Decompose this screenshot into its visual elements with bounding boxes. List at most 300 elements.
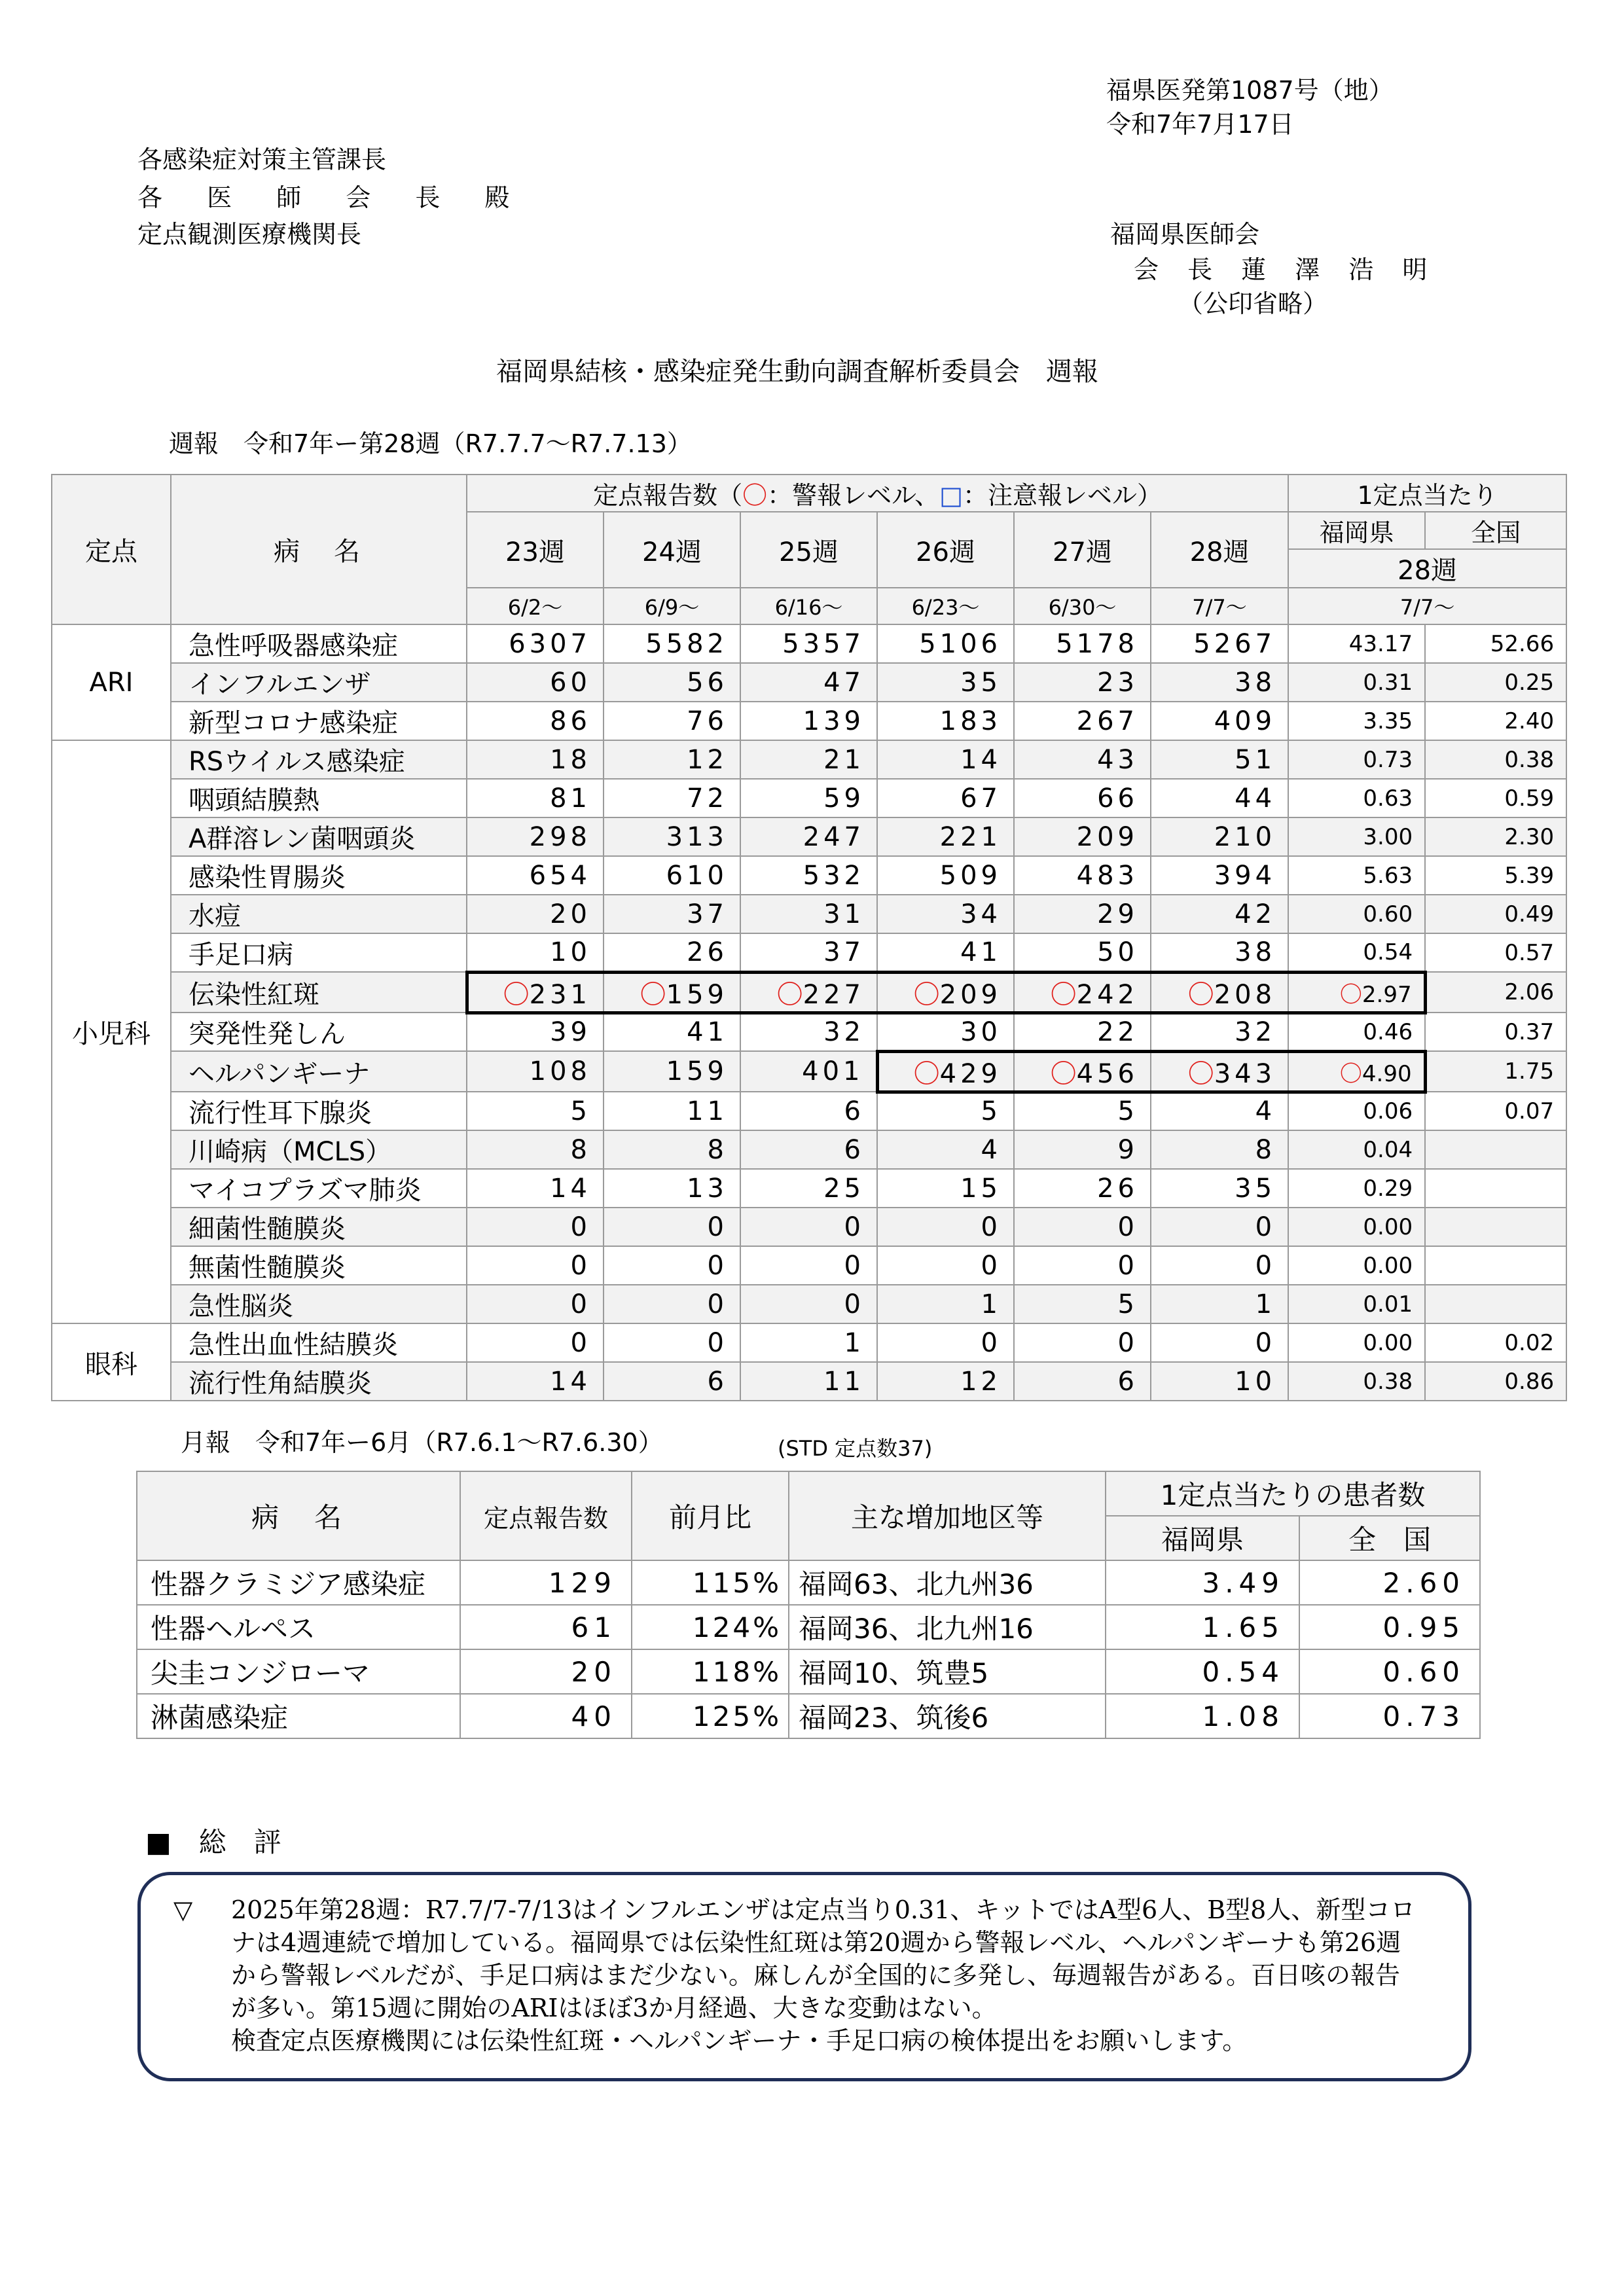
- report-value: 532: [803, 860, 865, 891]
- recipient-line-2: 各 医 師 会 長 殿: [137, 183, 528, 212]
- report-value: 29: [1097, 899, 1138, 929]
- weekly-table: [51, 474, 1567, 1401]
- disease-name: 細菌性髄膜炎: [171, 1208, 467, 1246]
- report-value: 8: [707, 1134, 728, 1165]
- disease-name: 急性出血性結膜炎: [171, 1323, 467, 1362]
- per-site-pref: [1288, 1285, 1425, 1323]
- m-nation: 0.60: [1299, 1649, 1480, 1694]
- report-value: 343: [1214, 1058, 1276, 1089]
- report-value: 108: [529, 1056, 591, 1086]
- m-reports: 40: [460, 1694, 632, 1738]
- m-ratio: 125%: [632, 1694, 789, 1738]
- per-site-pref: [1288, 972, 1425, 1013]
- report-count: [1151, 1208, 1288, 1246]
- per-site-nation: [1425, 1208, 1566, 1246]
- report-value: 5: [1117, 1289, 1138, 1319]
- report-count: [1014, 1285, 1151, 1323]
- report-count: [467, 1130, 604, 1169]
- disease-name: 手足口病: [171, 933, 467, 972]
- report-count: [467, 1169, 604, 1208]
- report-count: [467, 1092, 604, 1130]
- pref-value: 0.73: [1363, 746, 1413, 773]
- group-label: 小児科: [52, 740, 171, 1323]
- report-value: 1: [1255, 1289, 1276, 1319]
- disease-name: RSウイルス感染症: [171, 740, 467, 779]
- report-value: 298: [529, 821, 591, 852]
- report-value: 1: [844, 1327, 865, 1358]
- report-value: 210: [1214, 821, 1276, 852]
- report-value: 0: [570, 1250, 591, 1281]
- doc-date: 令和7年7月17日: [1106, 110, 1294, 139]
- pref-value: 0.54: [1363, 939, 1413, 965]
- report-count: [740, 933, 877, 972]
- m-disease: 尖圭コンジローマ: [137, 1649, 460, 1694]
- report-value: 10: [550, 937, 591, 967]
- m-areas: 福岡10、筑豊5: [789, 1649, 1106, 1694]
- triangle-icon: ▽: [173, 1895, 193, 1924]
- disease-row: [52, 1169, 1566, 1208]
- report-value: 26: [1097, 1173, 1138, 1204]
- report-count: [604, 663, 740, 702]
- alert-circle-icon: 〇: [1339, 981, 1362, 1008]
- report-count: [467, 1013, 604, 1051]
- report-count: [740, 817, 877, 856]
- alert-circle-icon: 〇: [913, 979, 940, 1010]
- disease-row: [52, 1092, 1566, 1130]
- m-disease: 性器ヘルペス: [137, 1605, 460, 1649]
- report-count: [1151, 972, 1288, 1013]
- report-count: [1014, 1208, 1151, 1246]
- report-count: [1014, 1013, 1151, 1051]
- report-value: 6307: [509, 628, 591, 659]
- recipient-line-1: 各感染症対策主管課長: [137, 145, 387, 174]
- per-site-pref: [1288, 895, 1425, 933]
- pref-value: 2.97: [1362, 981, 1412, 1008]
- report-value: 11: [687, 1096, 728, 1126]
- report-value: 14: [550, 1366, 591, 1397]
- per-site-nation: 0.02: [1425, 1323, 1566, 1362]
- report-count: [1151, 1323, 1288, 1362]
- report-count: [467, 779, 604, 817]
- pref-value: 0.00: [1363, 1252, 1413, 1279]
- report-count: [877, 856, 1014, 895]
- report-value: 5: [570, 1096, 591, 1126]
- pref-value: 3.35: [1363, 708, 1413, 734]
- report-value: 242: [1076, 979, 1138, 1010]
- report-count: [467, 663, 604, 702]
- disease-name: 伝染性紅斑: [171, 972, 467, 1013]
- report-count: [877, 663, 1014, 702]
- disease-name: 水痘: [171, 895, 467, 933]
- report-count: [467, 895, 604, 933]
- report-value: 5267: [1193, 628, 1276, 659]
- report-count: [1014, 856, 1151, 895]
- report-value: 38: [1235, 667, 1276, 698]
- per-site-header: 1定点当たり: [1288, 475, 1566, 512]
- report-value: 25: [823, 1173, 865, 1204]
- report-count: [740, 1092, 877, 1130]
- m-pref: 1.65: [1106, 1605, 1299, 1649]
- report-value: 4: [981, 1134, 1001, 1165]
- report-count: [467, 1285, 604, 1323]
- report-value: 15: [960, 1173, 1001, 1204]
- report-value: 32: [823, 1017, 865, 1048]
- report-count: [467, 1246, 604, 1285]
- report-count: [877, 779, 1014, 817]
- report-value: 0: [844, 1250, 865, 1281]
- m-nation: 0.95: [1299, 1605, 1480, 1649]
- disease-name: 急性呼吸器感染症: [171, 624, 467, 663]
- per-site-nation: 2.40: [1425, 702, 1566, 740]
- report-value: 0: [1255, 1250, 1276, 1281]
- per-week-label: 28週: [1288, 549, 1566, 588]
- report-count: [1014, 1051, 1151, 1092]
- report-value: 41: [687, 1017, 728, 1048]
- report-value: 0: [707, 1289, 728, 1319]
- report-value: 47: [823, 667, 865, 698]
- report-count: [1151, 1013, 1288, 1051]
- report-value: 401: [802, 1056, 864, 1086]
- report-count: [1151, 624, 1288, 663]
- disease-name: 急性脳炎: [171, 1285, 467, 1323]
- per-site-pref: [1288, 817, 1425, 856]
- std-note: (STD 定点数37): [778, 1436, 933, 1461]
- m-disease: 淋菌感染症: [137, 1694, 460, 1738]
- m-col-nation: 全 国: [1299, 1516, 1480, 1560]
- per-site-pref: [1288, 1246, 1425, 1285]
- report-value: 11: [823, 1366, 865, 1397]
- report-value: 8: [570, 1134, 591, 1165]
- m-col-per: 1定点当たりの患者数: [1106, 1471, 1480, 1516]
- report-count: [740, 1208, 877, 1246]
- report-count: [604, 1285, 740, 1323]
- report-value: 0: [570, 1327, 591, 1358]
- week-header-23: 23週: [467, 512, 604, 588]
- pref-value: 0.31: [1363, 669, 1413, 696]
- report-value: 5582: [645, 628, 728, 659]
- per-site-pref: [1288, 740, 1425, 779]
- recipient-line-3: 定点観測医療機関長: [137, 220, 362, 249]
- pref-value: 0.06: [1363, 1098, 1413, 1125]
- pref-value: 0.38: [1363, 1368, 1413, 1395]
- report-value: 227: [803, 979, 865, 1010]
- per-site-pref: [1288, 856, 1425, 895]
- report-title: 福岡県結核・感染症発生動向調査解析委員会 週報: [496, 357, 1098, 387]
- pref-value: 0.63: [1363, 785, 1413, 812]
- pref-value: 0.04: [1363, 1136, 1413, 1163]
- report-value: 0: [707, 1211, 728, 1242]
- report-value: 6: [844, 1096, 865, 1126]
- m-pref: 3.49: [1106, 1560, 1299, 1605]
- disease-name: 感染性胃腸炎: [171, 856, 467, 895]
- disease-row: [52, 1130, 1566, 1169]
- report-count: [877, 933, 1014, 972]
- report-count: [467, 702, 604, 740]
- m-reports: 61: [460, 1605, 632, 1649]
- report-value: 60: [550, 667, 591, 698]
- report-count: [877, 1323, 1014, 1362]
- report-value: 43: [1097, 744, 1138, 775]
- per-site-nation: 0.07: [1425, 1092, 1566, 1130]
- report-value: 0: [1117, 1211, 1138, 1242]
- week-header-27: 27週: [1014, 512, 1151, 588]
- group-label: ARI: [52, 624, 171, 740]
- disease-row: [52, 895, 1566, 933]
- report-value: 483: [1076, 860, 1138, 891]
- report-value: 456: [1076, 1058, 1138, 1089]
- m-pref: 1.08: [1106, 1694, 1299, 1738]
- report-count: [1014, 779, 1151, 817]
- seal-omitted: （公印省略）: [1178, 289, 1328, 318]
- report-count: [1014, 1130, 1151, 1169]
- m-col-reports: 定点報告数: [460, 1471, 632, 1560]
- week-header-28: 28週: [1151, 512, 1288, 588]
- report-value: 76: [687, 706, 728, 736]
- m-nation: 0.73: [1299, 1694, 1480, 1738]
- m-areas: 福岡36、北九州16: [789, 1605, 1106, 1649]
- report-count: [877, 817, 1014, 856]
- summary-heading: ■ 総 評: [145, 1826, 281, 1858]
- disease-name: 流行性角結膜炎: [171, 1362, 467, 1401]
- report-value: 20: [550, 899, 591, 929]
- report-value: 6: [707, 1366, 728, 1397]
- report-value: 1: [981, 1289, 1001, 1319]
- m-col-pref: 福岡県: [1106, 1516, 1299, 1560]
- per-site-nation: 5.39: [1425, 856, 1566, 895]
- per-site-nation: 2.30: [1425, 817, 1566, 856]
- report-value: 37: [823, 937, 865, 967]
- report-value: 31: [823, 899, 865, 929]
- per-site-nation: 0.59: [1425, 779, 1566, 817]
- per-site-pref: [1288, 1208, 1425, 1246]
- per-site-nation: 0.86: [1425, 1362, 1566, 1401]
- report-count: [604, 1130, 740, 1169]
- report-count: [1151, 1051, 1288, 1092]
- report-value: 267: [1076, 706, 1138, 736]
- report-count: [1151, 740, 1288, 779]
- report-count: [1014, 933, 1151, 972]
- report-value: 35: [1235, 1173, 1276, 1204]
- report-count: [877, 1208, 1014, 1246]
- report-value: 22: [1097, 1016, 1138, 1047]
- per-site-pref: [1288, 1130, 1425, 1169]
- m-areas: 福岡63、北九州36: [789, 1560, 1106, 1605]
- report-value: 56: [687, 667, 728, 698]
- summary-request: 検査定点医療機関には伝染性紅斑・ヘルパンギーナ・手足口病の検体提出をお願いします。: [231, 2026, 1248, 2055]
- per-site-pref: [1288, 1323, 1425, 1362]
- report-value: 0: [981, 1250, 1001, 1281]
- pref-value: 0.00: [1363, 1213, 1413, 1240]
- summary-text: 2025年第28週：R7.7/7-7/13はインフルエンザは定点当り0.31、キットではA型6人、B型8人、新型コロナは4週連続で増加している。福岡県では伝染性紅斑は第20週から警報レベル、ヘルパンギーナも第26週から警報レベルだが、手足口病はまだ少ない。麻しんが全国的に多発し、毎週報告がある。百日咳の報告が多い。第15週に開始のARIはほぼ3か月経過、大きな変動はない。: [231, 1895, 1416, 2022]
- report-count: [877, 1051, 1014, 1092]
- m-disease: 性器クラミジア感染症: [137, 1560, 460, 1605]
- weekly-caption: 週報 令和7年ー第28週（R7.7.7～R7.7.13）: [169, 429, 692, 458]
- per-site-nation: 2.06: [1425, 972, 1566, 1013]
- report-value: 5178: [1056, 628, 1138, 659]
- group-label: 眼科: [52, 1323, 171, 1401]
- disease-row: [52, 779, 1566, 817]
- report-count: [740, 740, 877, 779]
- report-value: 14: [960, 744, 1001, 775]
- report-count: [740, 1169, 877, 1208]
- m-col-areas: 主な増加地区等: [789, 1471, 1106, 1560]
- report-value: 247: [803, 821, 865, 852]
- m-col-disease: 病 名: [137, 1471, 460, 1560]
- report-count: [467, 624, 604, 663]
- report-value: 41: [960, 937, 1001, 967]
- per-site-pref: [1288, 1362, 1425, 1401]
- monthly-row: [137, 1560, 1480, 1605]
- report-count: [1151, 856, 1288, 895]
- report-value: 23: [1097, 667, 1138, 698]
- report-count: [1151, 1285, 1288, 1323]
- report-count: [1014, 817, 1151, 856]
- date-28: 7/7～: [1151, 588, 1288, 624]
- m-reports: 20: [460, 1649, 632, 1694]
- report-count: [604, 624, 740, 663]
- report-count: [604, 740, 740, 779]
- report-value: 159: [666, 1056, 728, 1086]
- report-value: 12: [687, 744, 728, 775]
- report-count: [877, 1362, 1014, 1401]
- report-value: 51: [1235, 744, 1276, 775]
- report-count: [1151, 1092, 1288, 1130]
- disease-row: [52, 624, 1566, 663]
- per-site-nation: 0.49: [1425, 895, 1566, 933]
- monthly-table: [136, 1471, 1481, 1739]
- report-count: [740, 1013, 877, 1051]
- report-value: 0: [1255, 1327, 1276, 1358]
- report-value: 231: [529, 979, 591, 1010]
- report-count: [604, 1362, 740, 1401]
- report-count: [604, 1323, 740, 1362]
- report-value: 18: [550, 744, 591, 775]
- report-count: [604, 1246, 740, 1285]
- sender-org: 福岡県医師会: [1110, 220, 1260, 249]
- per-site-nation: [1425, 1130, 1566, 1169]
- disease-row: [52, 972, 1566, 1013]
- report-count: [740, 1246, 877, 1285]
- report-count: [467, 856, 604, 895]
- m-col-ratio: 前月比: [632, 1471, 789, 1560]
- report-count: [1151, 1130, 1288, 1169]
- m-nation: 2.60: [1299, 1560, 1480, 1605]
- alert-circle-icon: 〇: [1187, 1058, 1214, 1089]
- monthly-row: [137, 1605, 1480, 1649]
- report-count: [1151, 1362, 1288, 1401]
- report-count: [877, 624, 1014, 663]
- per-site-nation: [1425, 1169, 1566, 1208]
- report-count: [604, 1169, 740, 1208]
- report-value: 159: [666, 979, 728, 1010]
- pref-label: 福岡県: [1288, 512, 1425, 549]
- report-count: [467, 972, 604, 1013]
- report-count: [1014, 1092, 1151, 1130]
- week-header-25: 25週: [740, 512, 877, 588]
- report-count: [1014, 740, 1151, 779]
- caution-legend-icon: □: [939, 481, 963, 510]
- report-count: [604, 933, 740, 972]
- disease-row: [52, 1285, 1566, 1323]
- report-count: [877, 1130, 1014, 1169]
- m-ratio: 118%: [632, 1649, 789, 1694]
- report-value: 5106: [919, 628, 1001, 659]
- report-value: 10: [1235, 1366, 1276, 1397]
- doc-number: 福県医発第1087号（地）: [1106, 76, 1394, 105]
- pref-value: 0.46: [1363, 1018, 1413, 1045]
- pref-value: 0.29: [1363, 1175, 1413, 1202]
- alert-circle-icon: 〇: [1187, 979, 1214, 1010]
- report-count: [1014, 663, 1151, 702]
- report-value: 30: [960, 1016, 1001, 1047]
- report-count: [740, 779, 877, 817]
- nation-label: 全国: [1425, 512, 1566, 549]
- report-count: [604, 817, 740, 856]
- report-count: [877, 895, 1014, 933]
- date-26: 6/23～: [877, 588, 1014, 624]
- disease-row: [52, 856, 1566, 895]
- per-site-nation: 1.75: [1425, 1051, 1566, 1092]
- alert-legend-icon: 〇: [742, 481, 768, 510]
- disease-row: [52, 817, 1566, 856]
- report-count: [740, 1130, 877, 1169]
- report-value: 5: [1117, 1096, 1138, 1127]
- report-value: 12: [960, 1366, 1001, 1397]
- monthly-caption: 月報 令和7年ー6月（R7.6.1～R7.6.30）: [181, 1428, 663, 1457]
- pref-value: 0.60: [1363, 901, 1413, 927]
- report-count: [1151, 817, 1288, 856]
- report-count: [740, 624, 877, 663]
- report-count: [877, 1169, 1014, 1208]
- report-count: [1014, 702, 1151, 740]
- report-value: 4: [1255, 1096, 1276, 1127]
- alert-circle-icon: 〇: [503, 979, 530, 1010]
- report-value: 42: [1235, 899, 1276, 929]
- pref-value: 0.00: [1363, 1329, 1413, 1356]
- report-count: [467, 1051, 604, 1092]
- report-value: 38: [1235, 937, 1276, 967]
- report-count: [604, 856, 740, 895]
- report-value: 509: [939, 860, 1001, 891]
- pref-value: 3.00: [1363, 823, 1413, 850]
- report-count: [877, 702, 1014, 740]
- report-value: 221: [939, 821, 1001, 852]
- report-value: 0: [570, 1289, 591, 1319]
- report-value: 50: [1097, 937, 1138, 967]
- report-value: 429: [939, 1058, 1001, 1089]
- report-count: [604, 972, 740, 1013]
- report-count: [877, 972, 1014, 1013]
- report-count: [604, 702, 740, 740]
- report-count: [740, 1362, 877, 1401]
- report-value: 313: [666, 821, 728, 852]
- report-value: 0: [844, 1211, 865, 1242]
- report-count: [740, 702, 877, 740]
- report-value: 8: [1255, 1134, 1276, 1165]
- pref-value: 43.17: [1348, 630, 1413, 657]
- disease-name: 無菌性髄膜炎: [171, 1246, 467, 1285]
- report-count: [877, 1246, 1014, 1285]
- disease-name: 川崎病（MCLS）: [171, 1130, 467, 1169]
- disease-row: [52, 933, 1566, 972]
- report-count: [877, 740, 1014, 779]
- report-count: [740, 895, 877, 933]
- disease-name: 突発性発しん: [171, 1013, 467, 1051]
- date-23: 6/2～: [467, 588, 604, 624]
- m-reports: 129: [460, 1560, 632, 1605]
- report-value: 0: [707, 1327, 728, 1358]
- report-count: [1014, 624, 1151, 663]
